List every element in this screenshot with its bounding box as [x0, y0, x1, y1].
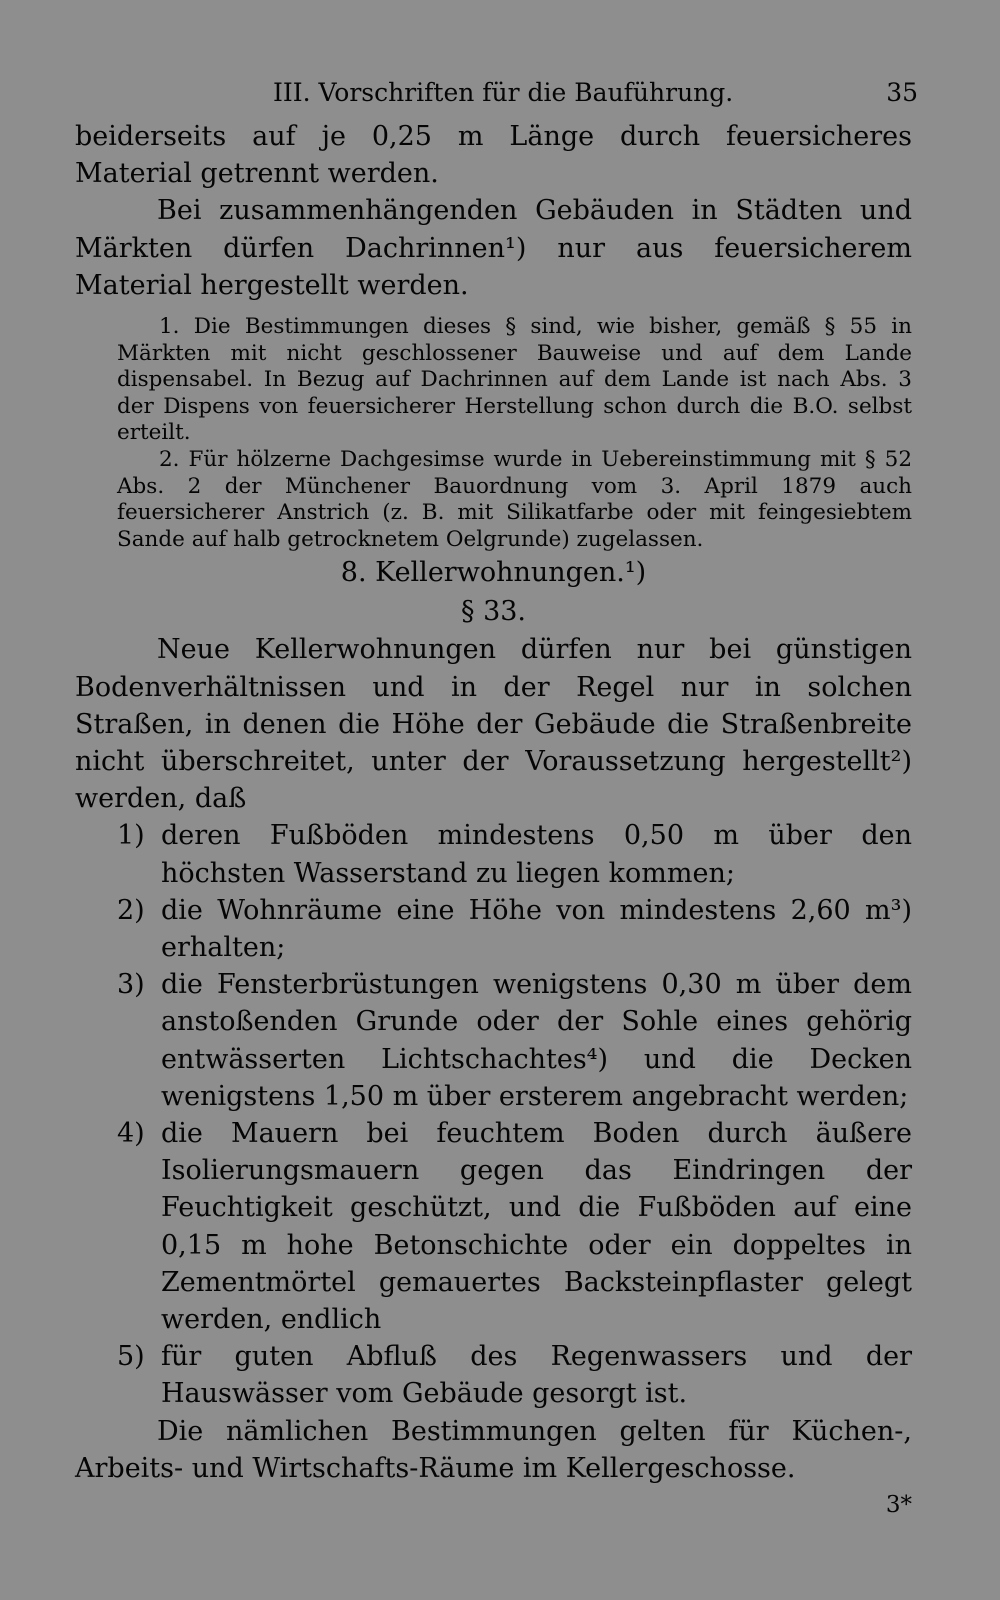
page-number: 35 [886, 78, 918, 107]
running-header [75, 78, 918, 118]
list-item [75, 1115, 912, 1338]
list-item [75, 966, 912, 1115]
running-title: III. Vorschriften für die Bauführung. [273, 78, 734, 107]
list-item-number: 1) [117, 820, 145, 852]
list-item-text: die Wohnräume eine Höhe von mindestens 2,60 m³) erhalten; [161, 894, 912, 963]
list-item-number: 5) [117, 1341, 145, 1373]
footnotes-block [117, 314, 912, 553]
section-intro: Neue Kellerwohnungen dürfen nur bei günstigen Bodenverhältnissen und in der Regel nur in solchen Straßen, in denen die Höhe der Gebäude die Straßenbreite nicht überschreitet, unter der Voraussetzung hergestellt²) werden, daß [75, 634, 912, 815]
closing-paragraph: Die nämlichen Bestimmungen gelten für Küchen-, Arbeits- und Wirtschafts-Räume im Kellergeschosse. [75, 1415, 912, 1484]
list-item-number: 4) [117, 1118, 145, 1149]
section-heading: 8. Kellerwohnungen.¹) [340, 557, 647, 589]
note-item: 1. Die Bestimmungen dieses § sind, wie bisher, gemäß § 55 in Märkten mit nicht geschlossener Bauweise und auf dem Lande dispensabel. In Bezug auf Dachrinnen auf dem Lande ist nach Abs. 3 der Dispens von feuersicherer Herstellung schon durch die B.O. selbst erteilt. [117, 314, 912, 446]
list-item-text: die Mauern bei feuchtem Boden durch äußere Isolierungsmauern gegen das Eindringen der Feuchtigkeit geschützt, und die Fußböden auf eine 0,15 m hohe Betonschichte oder ein doppeltes in Zementmörtel gemauertes Backsteinpflaster gelegt werden, endlich [161, 1118, 912, 1336]
conditions-list [75, 817, 912, 1412]
section-number: § 33. [460, 596, 527, 628]
signature-mark: 3* [885, 1492, 912, 1519]
note-item: 2. Für hölzerne Dachgesimse wurde in Uebereinstimmung mit § 52 Abs. 2 der Münchener Bauordnung vom 3. April 1879 auch feuersicherer Anstrich (z. B. mit Silikatfarbe oder mit feingesiebtem Sande auf halb getrocknetem Oelgrunde) zugelassen. [117, 446, 912, 552]
list-item-number: 2) [117, 894, 145, 926]
list-item [75, 1338, 912, 1412]
list-item-text: deren Fußböden mindestens 0,50 m über den höchsten Wasserstand zu liegen kommen; [161, 820, 912, 889]
page-body [75, 118, 912, 1523]
list-item-number: 3) [117, 969, 145, 1001]
list-item [75, 817, 912, 891]
paragraph-dachrinnen: Bei zusammenhängenden Gebäuden in Städten und Märkten dürfen Dachrinnen¹) nur aus feuersicherem Material hergestellt werden. [75, 195, 912, 301]
list-item-text: für guten Abfluß des Regenwassers und der Hauswässer vom Gebäude gesorgt ist. [161, 1341, 912, 1410]
list-item-text: die Fensterbrüstungen wenigstens 0,30 m über dem anstoßenden Grunde oder der Sohle eines gehörig entwässerten Lichtschachtes⁴) und die Decken wenigstens 1,50 m über ersterem angebracht werden; [161, 969, 912, 1112]
list-item [75, 892, 912, 966]
paragraph-continued: beiderseits auf je 0,25 m Länge durch feuersicheres Material getrennt werden. [75, 121, 912, 190]
